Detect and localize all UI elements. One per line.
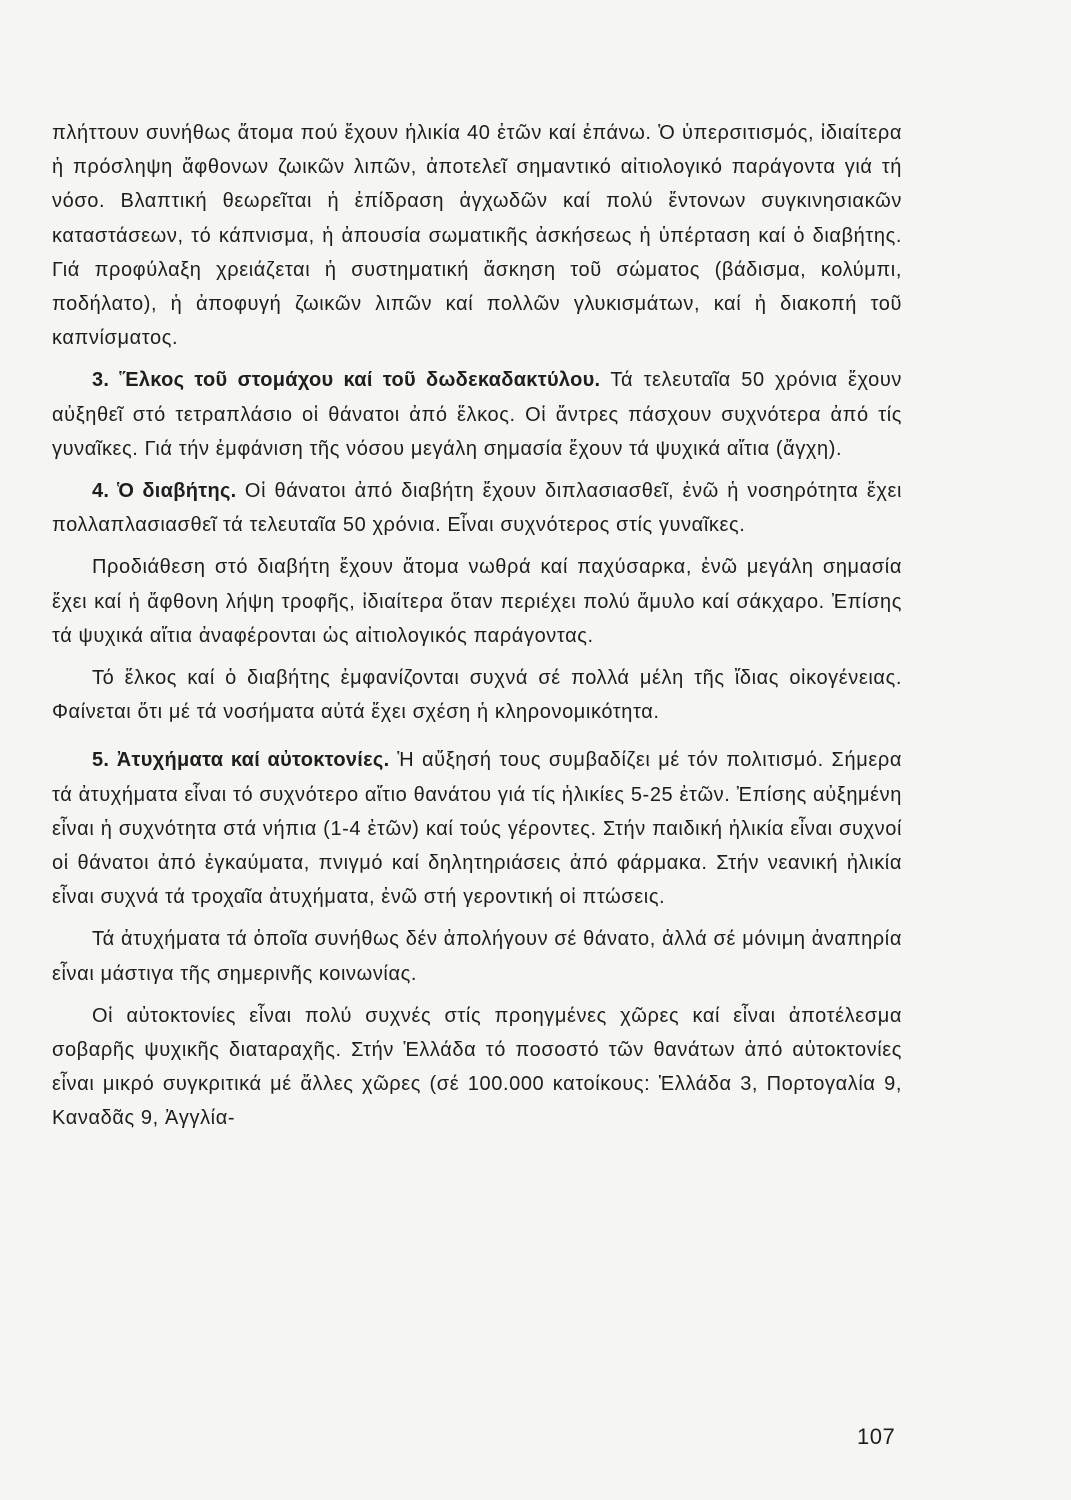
paragraph-accidents — [52, 743, 902, 914]
paragraph-diabetes-text: Οἱ θάνατοι ἀπό διαβήτη ἔχουν διπλασιασθεῖ, ἐνῶ ἡ νοσηρότητα ἔχει πολλαπλασιασθεῖ τά τελευταῖα 50 χρόνια. Εἶναι συχνότερος στίς γυναῖκες. — [52, 480, 903, 537]
section-heading-accidents: 5. Ἀτυχήματα καί αὐτοκτονίες. — [92, 749, 390, 772]
paragraph-diabetes — [52, 474, 902, 542]
section-heading-ulcer: 3. Ἕλκος τοῦ στομάχου καί τοῦ δωδεκαδακτύλου. — [92, 369, 601, 392]
paragraph-continuation: πλήττουν συνήθως ἄτομα πού ἔχουν ἡλικία 40 ἐτῶν καί ἐπάνω. Ὁ ὑπερσιτισμός, ἰδιαίτερα ἡ πρόσληψη ἄφθονων ζωικῶν λιπῶν, ἀποτελεῖ σημαντικό αἰτιολογικό παράγοντα γιά τή νόσο. Βλαπτική θεωρεῖται ἡ ἐπίδραση ἀγχωδῶν καί πολύ ἔντονων συγκινησιακῶν καταστάσεων, τό κάπνισμα, ἡ ἀπουσία σωματικῆς ἀσκήσεως ἡ ὑπέρταση καί ὁ διαβήτης. Γιά προφύλαξη χρειάζεται ἡ συστηματική ἄσκηση τοῦ σώματος (βάδισμα, κολύμπι, ποδήλατο), ἡ ἀποφυγή ζωικῶν λιπῶν καί πολλῶν γλυκισμάτων, καί ἡ διακοπή τοῦ καπνίσματος. — [52, 122, 902, 350]
paragraph-diabetes-predisposition: Προδιάθεση στό διαβήτη ἔχουν ἄτομα νωθρά καί παχύσαρκα, ἐνῶ μεγάλη σημασία ἔχει καί ἡ ἄφθονη λήψη τροφῆς, ἰδιαίτερα ὅταν περιέχει πολύ ἄμυλο καί σάκχαρο. Ἐπίσης τά ψυχικά αἴτια ἀναφέρονται ὡς αἰτιολογικός παράγοντας. — [52, 556, 902, 647]
section-heading-diabetes: 4. Ὁ διαβήτης. — [92, 480, 237, 503]
paragraph-accidents-text: Ἡ αὔξησή τους συμβαδίζει μέ τόν πολιτισμό. Σήμερα τά ἀτυχήματα εἶναι τό συχνότερο αἴτιο θανάτου γιά τίς ἡλικίες 5-25 ἐτῶν. Ἐπίσης αὐξημένη εἶναι ἡ συχνότητα στά νήπια (1-4 ἐτῶν) καί τούς γέροντες. Στήν παιδική ἡλικία εἶναι συχνοί οἱ θάνατοι ἀπό ἐγκαύματα, πνιγμό καί δηλητηριάσεις ἀπό φάρμακα. Στήν νεανική ἡλικία εἶναι συχνά τά τροχαῖα ἀτυχήματα, ἐνῶ στή γεροντική οἱ πτώσεις. — [52, 749, 902, 909]
paragraph-ulcer-text: Τά τελευταῖα 50 χρόνια ἔχουν αὐξηθεῖ στό τετραπλάσιο οἱ θάνατοι ἀπό ἕλκος. Οἱ ἄντρες πάσχουν συχνότερα ἀπό τίς γυναῖκες. Γιά τήν ἐμφάνιση τῆς νόσου μεγάλη σημασία ἔχουν τά ψυχικά αἴτια (ἄγχη). — [52, 369, 902, 460]
paragraph-ulcer — [52, 363, 902, 466]
document-page — [52, 116, 902, 1456]
paragraph-heredity: Τό ἕλκος καί ὁ διαβήτης ἐμφανίζονται συχνά σέ πολλά μέλη τῆς ἴδιας οἰκογένειας. Φαίνεται ὅτι μέ τά νοσήματα αὐτά ἔχει σχέση ἡ κληρονομικότητα. — [52, 667, 902, 724]
paragraph-suicides: Οἱ αὐτοκτονίες εἶναι πολύ συχνές στίς προηγμένες χῶρες καί εἶναι ἀποτέλεσμα σοβαρῆς ψυχικῆς διαταραχῆς. Στήν Ἑλλάδα τό ποσοστό τῶν θανάτων ἀπό αὐτοκτονίες εἶναι μικρό συγκριτικά μέ ἄλλες χῶρες (σέ 100.000 κατοίκους: Ἑλλάδα 3, Πορτογαλία 9, Καναδᾶς 9, Ἀγγλία- — [52, 1004, 902, 1130]
page-number: 107 — [857, 1424, 896, 1449]
paragraph-disability: Τά ἀτυχήματα τά ὁποῖα συνήθως δέν ἀπολήγουν σέ θάνατο, ἀλλά σέ μόνιμη ἀναπηρία εἶναι μάστιγα τῆς σημερινῆς κοινωνίας. — [52, 928, 902, 985]
